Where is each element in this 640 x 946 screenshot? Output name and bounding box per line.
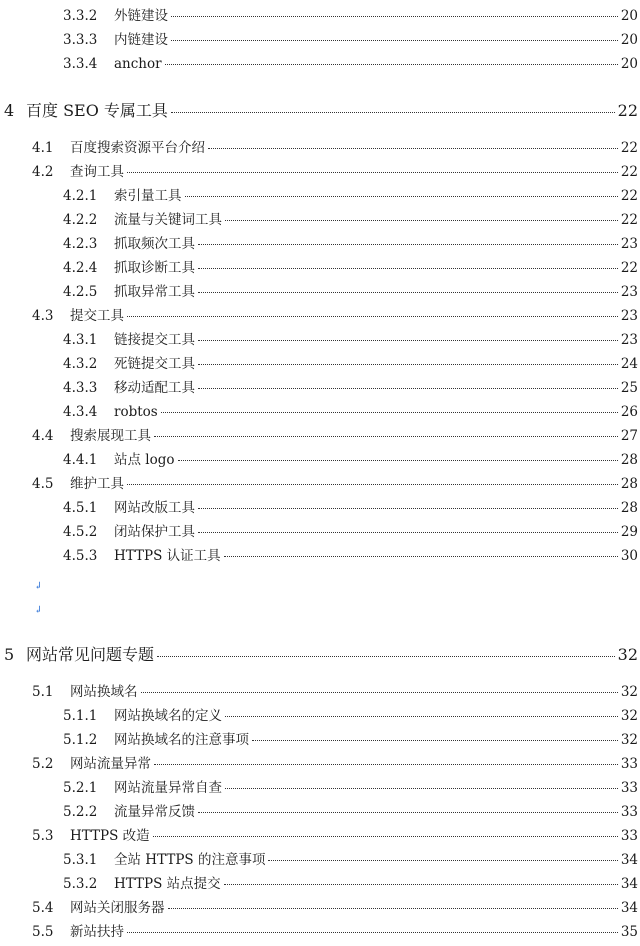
toc-page-number: 35 [620, 924, 638, 940]
dot-leader [161, 412, 618, 413]
dot-leader [198, 388, 618, 389]
toc-title: 闭站保护工具 [114, 524, 195, 540]
toc-title: 移动适配工具 [114, 380, 195, 396]
dot-leader [153, 836, 618, 837]
toc-number: 4.3 [32, 308, 54, 324]
toc-subsection[interactable] [63, 874, 638, 894]
toc-title: 索引量工具 [114, 188, 182, 204]
toc-page-number: 32 [620, 708, 638, 724]
dot-leader [198, 812, 618, 813]
toc-number: 5.3.1 [63, 852, 98, 868]
toc-page-number: 28 [620, 452, 638, 468]
dot-leader [157, 656, 615, 657]
toc-page-number: 33 [620, 756, 638, 772]
toc-subsection[interactable] [63, 402, 638, 422]
dot-leader [127, 932, 618, 933]
toc-section[interactable] [32, 682, 638, 702]
toc-number: 4.3.1 [63, 332, 98, 348]
toc-number: 5.1 [32, 684, 54, 700]
toc-page-number: 24 [620, 356, 638, 372]
toc-number: 4.5.1 [63, 500, 98, 516]
toc-title: 外链建设 [114, 8, 168, 24]
toc-subsection[interactable] [63, 730, 638, 750]
paragraph-mark-icon: ↲ [34, 581, 43, 592]
toc-subsection[interactable] [63, 706, 638, 726]
toc-page-number: 33 [620, 804, 638, 820]
toc-subsection[interactable] [63, 330, 638, 350]
toc-page-number: 22 [620, 164, 638, 180]
toc-page-number: 23 [620, 308, 638, 324]
toc-chapter[interactable] [4, 100, 638, 122]
toc-number: 5.3 [32, 828, 54, 844]
toc-title: 站点 logo [114, 452, 175, 468]
dot-leader [252, 740, 618, 741]
dot-leader [171, 16, 618, 17]
toc-page-number: 20 [620, 56, 638, 72]
toc-page-number: 27 [620, 428, 638, 444]
toc-subsection[interactable] [63, 498, 638, 518]
toc-page-number: 30 [620, 548, 638, 564]
dot-leader [225, 220, 618, 221]
toc-subsection[interactable] [63, 850, 638, 870]
toc-section[interactable] [32, 754, 638, 774]
toc-title: 全站 HTTPS 的注意事项 [114, 852, 266, 868]
toc-title: 网站关闭服务器 [70, 900, 165, 916]
dot-leader [178, 460, 618, 461]
toc-number: 4.5 [32, 476, 54, 492]
toc-title: 提交工具 [70, 308, 124, 324]
toc-title: 抓取异常工具 [114, 284, 195, 300]
dot-leader [141, 692, 618, 693]
toc-number: 4.3.3 [63, 380, 98, 396]
toc-section[interactable] [32, 474, 638, 494]
toc-number: 3.3.4 [63, 56, 98, 72]
toc-number: 4.4.1 [63, 452, 98, 468]
toc-subsection[interactable] [63, 258, 638, 278]
toc-title: 流量异常反馈 [114, 804, 195, 820]
toc-title: 搜索展现工具 [70, 428, 151, 444]
dot-leader [171, 40, 618, 41]
dot-leader [208, 148, 618, 149]
toc-subsection[interactable] [63, 234, 638, 254]
toc-subsection[interactable] [63, 378, 638, 398]
toc-page-number: 22 [617, 101, 638, 120]
toc-title: HTTPS 站点提交 [114, 876, 221, 892]
dot-leader [198, 508, 618, 509]
toc-number: 5.2.2 [63, 804, 98, 820]
dot-leader [185, 196, 618, 197]
toc-page-number: 32 [620, 732, 638, 748]
toc-page-number: 28 [620, 476, 638, 492]
dot-leader [154, 436, 618, 437]
toc-page-number: 28 [620, 500, 638, 516]
toc-section[interactable] [32, 138, 638, 158]
toc-number: 4.5.2 [63, 524, 98, 540]
paragraph-mark-icon: ↲ [34, 605, 43, 616]
toc-page-number: 33 [620, 828, 638, 844]
toc-page-number: 32 [620, 684, 638, 700]
toc-number: 5.5 [32, 924, 54, 940]
toc-subsection[interactable] [63, 778, 638, 798]
toc-subsection[interactable] [63, 522, 638, 542]
toc-section[interactable] [32, 826, 638, 846]
toc-title: 流量与关键词工具 [114, 212, 222, 228]
toc-number: 4.3.4 [63, 404, 98, 420]
toc-number: 5.2.1 [63, 780, 98, 796]
toc-number: 5.3.2 [63, 876, 98, 892]
toc-page-number: 34 [620, 852, 638, 868]
toc-title: 死链提交工具 [114, 356, 195, 372]
toc-page-number: 20 [620, 8, 638, 24]
toc-title: 网站改版工具 [114, 500, 195, 516]
toc-number: 5.1.2 [63, 732, 98, 748]
toc-page-number: 22 [620, 140, 638, 156]
toc-page-number: 34 [620, 900, 638, 916]
toc-title: 内链建设 [114, 32, 168, 48]
toc-page-number: 22 [620, 260, 638, 276]
toc-subsection[interactable] [63, 354, 638, 374]
toc-number: 4.2.3 [63, 236, 98, 252]
toc-subsection[interactable] [63, 6, 638, 26]
toc-title: 链接提交工具 [114, 332, 195, 348]
dot-leader [127, 316, 618, 317]
toc-section[interactable] [32, 922, 638, 942]
toc-title: 抓取诊断工具 [114, 260, 195, 276]
dot-leader [154, 764, 618, 765]
toc-page-number: 29 [620, 524, 638, 540]
toc-title: robtos [114, 404, 158, 420]
toc-number: 4.2 [32, 164, 54, 180]
toc-title: 网站换域名的定义 [114, 708, 222, 724]
toc-subsection[interactable] [63, 54, 638, 74]
toc-title: HTTPS 认证工具 [114, 548, 221, 564]
dot-leader [198, 244, 618, 245]
toc-title: 网站流量异常自查 [114, 780, 222, 796]
toc-title: 新站扶持 [70, 924, 124, 940]
dot-leader [268, 860, 617, 861]
dot-leader [224, 556, 618, 557]
toc-title: 维护工具 [70, 476, 124, 492]
toc-subsection[interactable] [63, 186, 638, 206]
toc-page-number: 20 [620, 32, 638, 48]
toc-section[interactable] [32, 162, 638, 182]
toc-number: 4.2.1 [63, 188, 98, 204]
toc-page-number: 23 [620, 236, 638, 252]
toc-page-number: 23 [620, 284, 638, 300]
dot-leader [165, 64, 618, 65]
toc-number: 3.3.3 [63, 32, 98, 48]
toc-subsection[interactable] [63, 210, 638, 230]
toc-number: 4.5.3 [63, 548, 98, 564]
toc-number: 4.3.2 [63, 356, 98, 372]
toc-section[interactable] [32, 898, 638, 918]
toc-page-number: 33 [620, 780, 638, 796]
toc-subsection[interactable] [63, 546, 638, 566]
toc-title: 网站换域名的注意事项 [114, 732, 249, 748]
toc-title: 抓取频次工具 [114, 236, 195, 252]
dot-leader [127, 484, 618, 485]
toc-subsection[interactable] [63, 450, 638, 470]
dot-leader [198, 340, 618, 341]
toc-page-number: 22 [620, 188, 638, 204]
toc-number: 4 [4, 101, 15, 120]
toc-subsection[interactable] [63, 802, 638, 822]
toc-title: 网站流量异常 [70, 756, 151, 772]
toc-title: 百度搜索资源平台介绍 [70, 140, 205, 156]
toc-section[interactable] [32, 306, 638, 326]
toc-title: 网站常见问题专题 [26, 645, 155, 664]
dot-leader [198, 292, 618, 293]
toc-title: 查询工具 [70, 164, 124, 180]
dot-leader [198, 364, 618, 365]
toc-chapter[interactable] [4, 644, 638, 666]
dot-leader [198, 268, 618, 269]
toc-title: 百度 SEO 专属工具 [26, 101, 168, 120]
toc-title: HTTPS 改造 [70, 828, 150, 844]
dot-leader [224, 884, 618, 885]
toc-section[interactable] [32, 426, 638, 446]
toc-number: 5.4 [32, 900, 54, 916]
toc-number: 4.2.4 [63, 260, 98, 276]
toc-number: 4.2.5 [63, 284, 98, 300]
toc-number: 5 [4, 645, 15, 664]
toc-page-number: 23 [620, 332, 638, 348]
toc-title: anchor [114, 56, 162, 72]
toc-page-number: 32 [617, 645, 638, 664]
dot-leader [198, 532, 618, 533]
toc-page-number: 25 [620, 380, 638, 396]
toc-title: 网站换域名 [70, 684, 138, 700]
dot-leader [127, 172, 618, 173]
dot-leader [168, 908, 618, 909]
toc-subsection[interactable] [63, 30, 638, 50]
toc-subsection[interactable] [63, 282, 638, 302]
toc-page-number: 26 [620, 404, 638, 420]
toc-number: 5.1.1 [63, 708, 98, 724]
toc-page-number: 22 [620, 212, 638, 228]
toc-number: 4.2.2 [63, 212, 98, 228]
dot-leader [225, 788, 618, 789]
toc-number: 4.1 [32, 140, 54, 156]
dot-leader [171, 112, 615, 113]
toc-page-number: 34 [620, 876, 638, 892]
toc-number: 4.4 [32, 428, 54, 444]
dot-leader [225, 716, 618, 717]
toc-number: 3.3.2 [63, 8, 98, 24]
toc-number: 5.2 [32, 756, 54, 772]
